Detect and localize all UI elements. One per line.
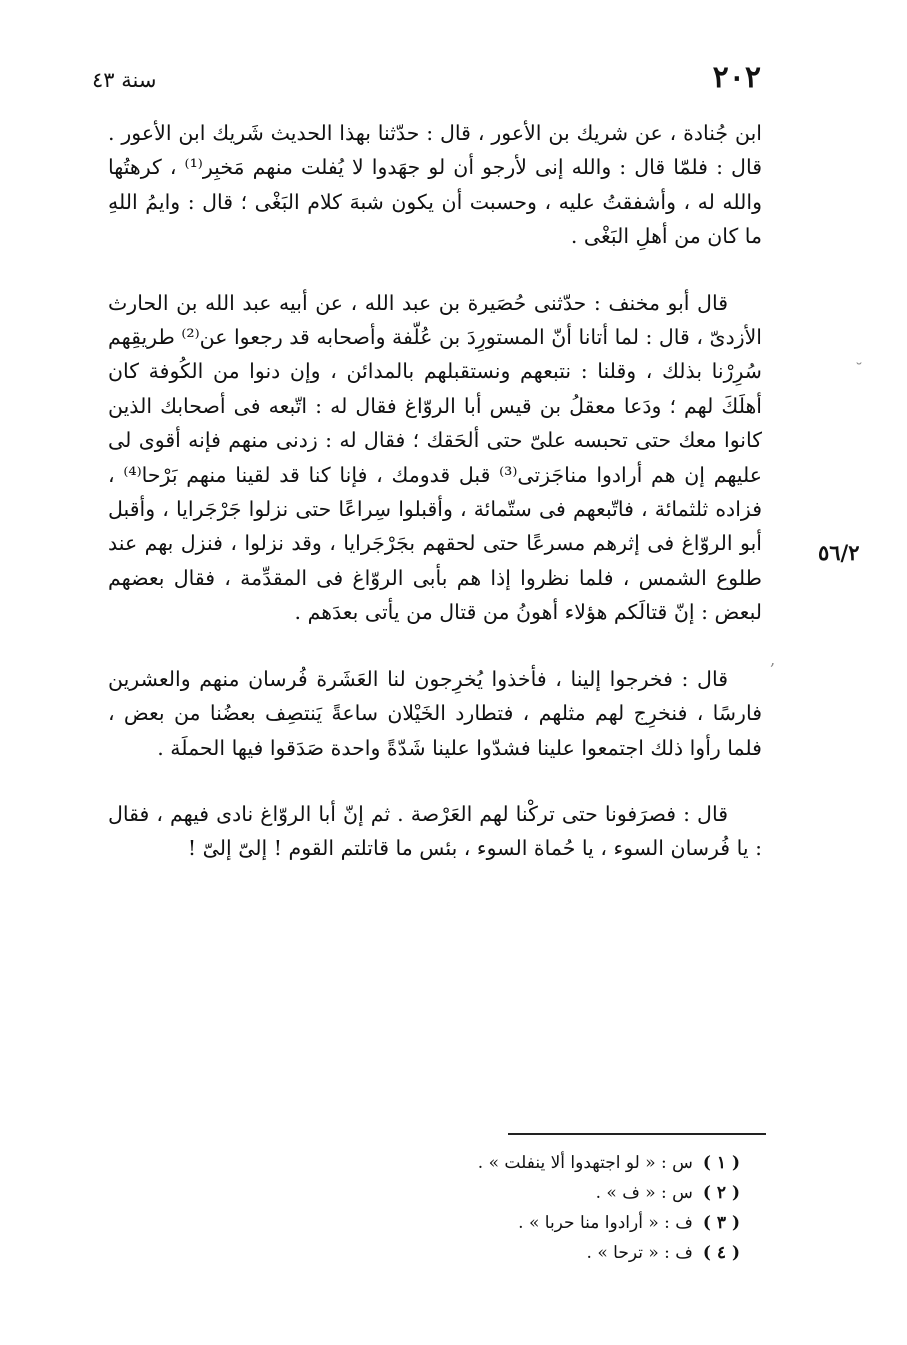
scan-mark-icon: ˘ (855, 360, 863, 379)
footnote (300, 1208, 740, 1238)
footnotes (300, 1148, 740, 1268)
scan-mark-icon: ‚ (770, 650, 776, 669)
footnote-text: ف : « أرادوا منا حربا » . (518, 1213, 693, 1233)
footnote-text: ف : « ترحا » . (586, 1243, 693, 1263)
paragraph: قال : فخرجوا إلينا ، فأخذوا يُخرِجون لنا العَشَرة فُرسان منهم والعشرين فارسًا ، فنخرِج لهم مثلهم ، فتطارد الخَيْلان ساعةً يَنتصِف بعضُنا من بعض ، فلما رأوا ذلك اجتمعوا علينا فشدّوا علينا شَدّةً واحدة صَدَقوا فيها الحملَة . (108, 666, 762, 760)
footnote (300, 1178, 740, 1208)
footnote-divider (508, 1133, 766, 1135)
page-number: ٢٠٢ (712, 60, 761, 95)
paragraph: قال : فصرَفونا حتى تركْنا لهم العَرْصة . ثم إنّ أبا الروّاغ نادى فيهم ، فقال : يا فُرسان السوء ، يا حُماة السوء ، بئس ما قاتلتم القوم ! إلىّ إلىّ ! (108, 801, 762, 861)
page-header (92, 60, 761, 100)
footnote (300, 1148, 740, 1178)
paragraph: قال أبو مخنف : حدّثنى حُصَيرة بن عبد الله ، عن أبيه عبد الله بن الحارث الأزدىّ ، قال : لما أتانا أنّ المستورِدَ بن عُلّفة وأصحابه قد رجعوا عن⁽²⁾ طريقِهم سُرِرْنا بذلك ، وقلنا : نتبعهم ونستقبلهم بالمدائن ، وإن دنوا من الكُوفة كان أهلَكَ لهم ؛ ودَعا معقلُ بن قيس أبا الروّاغ فقال له : اتّبعه فى أصحابك الذين كانوا معك حتى تحبسه علىّ حتى ألحَقك ؛ فقال له : زدنى منهم فإنه أقوى لى عليهم إن هم أرادوا مناجَزتى⁽³⁾ قبل قدومك ، فإنا كنا قد لقينا منهم بَرْحا⁽⁴⁾ ، فزاده ثلثمائة ، فاتّبعهم فى ستّمائة ، وأقبلوا سِراعًا حتى نزلوا جَرْجَرايا ، وأقبل أبو الروّاغ فى إثرهم مسرعًا حتى لحقهم بجَرْجَرايا ، وقد نزلوا ، فنزل بهم عند طلوع الشمس ، فلما نظروا إذا هم بأبى الروّاغ فى المقدِّمة ، فقال بعضهم لبعض : إنّ قتالَكم هؤلاء أهونُ من قتال من يأتى بعدَهم . (108, 290, 762, 625)
footnote-text: س : « لو اجتهدوا ألا ينفلت » . (477, 1153, 693, 1173)
margin-reference: ٥٦/٢ (818, 540, 860, 565)
footnote-number: ( ٤ ) (702, 1243, 740, 1263)
footnote-number: ( ٣ ) (702, 1213, 740, 1233)
footnote (300, 1238, 740, 1268)
footnote-text: س : « ف » . (595, 1183, 693, 1203)
running-head-year: سنة ٤٣ (92, 68, 157, 92)
footnote-number: ( ٢ ) (702, 1183, 740, 1203)
footnote-number: ( ١ ) (702, 1153, 740, 1173)
paragraph: ابن جُنادة ، عن شريك بن الأعور ، قال : حدّثنا بهذا الحديث شَريك ابن الأعور . قال : فلمّا قال : والله إنى لأرجو أن لو جهَدوا لا يُفلت منهم مَخبِر⁽¹⁾ ، كرهتُها والله له ، وأشفقتُ عليه ، وحسبت أن يكون شبهَ كلام البَغْى ؛ قال : وايمُ اللهِ ما كان من أهلِ البَغْى . (108, 121, 762, 249)
main-text (108, 116, 762, 866)
